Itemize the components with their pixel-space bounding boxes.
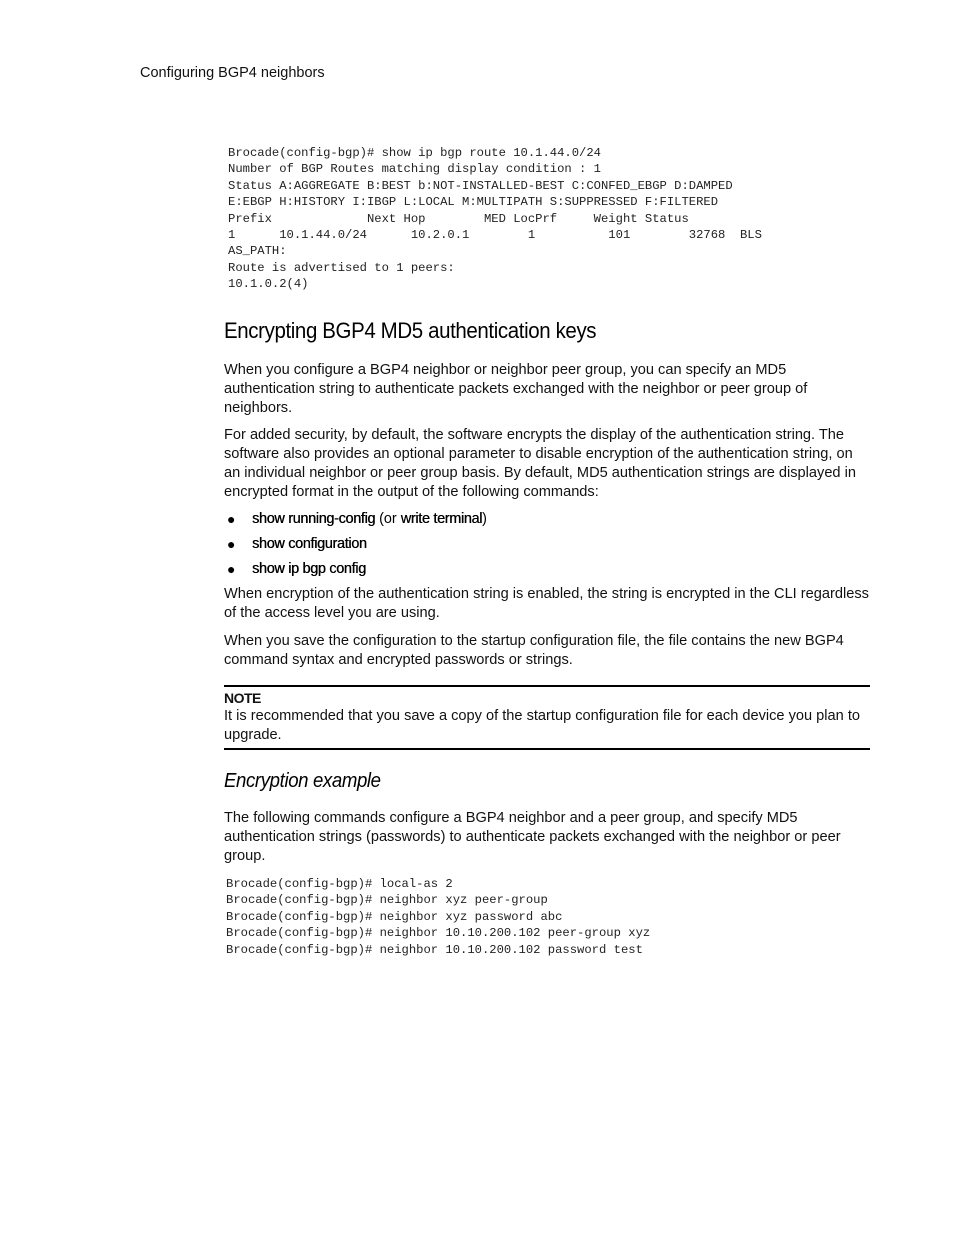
list-text: ) — [482, 511, 487, 527]
paragraph-example-intro: The following commands configure a BGP4 neighbor and a peer group, and specify MD5 authentication strings (passwords) to authenticate packets exchanged with the neighbor or peer group. — [224, 810, 841, 864]
running-header: Configuring BGP4 neighbors — [140, 65, 325, 81]
subsection-heading: Encryption example — [224, 770, 381, 792]
code-line: AS_PATH: — [228, 244, 287, 259]
code-line: Route is advertised to 1 peers: — [228, 260, 455, 275]
code-line: 10.1.0.2(4) — [228, 277, 309, 292]
code-line: 1 10.1.44.0/24 10.2.0.1 1 101 32768 BLS — [228, 228, 762, 243]
bullet-icon: ● — [227, 536, 236, 552]
list-item — [224, 560, 487, 585]
code-line: E:EBGP H:HISTORY I:IBGP L:LOCAL M:MULTIPATH S:SUPPRESSED F:FILTERED — [228, 195, 719, 210]
command-name: write terminal — [400, 511, 483, 527]
paragraph-save-config: When you save the configuration to the startup configuration file, the file contains the new BGP4 command syntax and encrypted passwords or strings. — [224, 633, 844, 668]
list-item — [224, 510, 487, 535]
note-text: It is recommended that you save a copy of the startup configuration file for each device you plan to upgrade. — [224, 708, 861, 743]
command-name: show running-config — [252, 511, 376, 527]
note-title: NOTE — [224, 690, 261, 706]
code-line: Number of BGP Routes matching display condition : 1 — [228, 162, 601, 177]
paragraph-md5-intro: When you configure a BGP4 neighbor or neighbor peer group, you can specify an MD5 authentication string to authenticate packets exchanged with the neighbor or peer group of neighbors. — [224, 362, 808, 416]
paragraph-encryption-enabled: When encryption of the authentication string is enabled, the string is encrypted in the CLI regardless of the access level you are using. — [224, 586, 869, 621]
list-item — [224, 535, 487, 560]
code-line: Status A:AGGREGATE B:BEST b:NOT-INSTALLED-BEST C:CONFED_EBGP D:DAMPED — [228, 178, 733, 193]
section-heading: Encrypting BGP4 MD5 authentication keys — [224, 318, 597, 343]
bullet-icon: ● — [227, 561, 236, 577]
list-text: (or — [375, 511, 401, 527]
code-block-encryption-example — [226, 876, 650, 958]
command-list — [224, 510, 487, 585]
command-name: show configuration — [252, 536, 367, 552]
code-line: Brocade(config-bgp)# neighbor xyz peer-group — [226, 893, 548, 908]
code-block-show-ip-bgp-route — [228, 145, 762, 293]
code-line: Brocade(config-bgp)# local-as 2 — [226, 877, 453, 891]
bullet-icon: ● — [227, 511, 236, 527]
code-line: Prefix Next Hop MED LocPrf Weight Status — [228, 211, 689, 226]
command-name: show ip bgp config — [252, 561, 366, 577]
note-box — [224, 685, 870, 750]
code-line: Brocade(config-bgp)# neighbor xyz password abc — [226, 909, 563, 924]
code-line: Brocade(config-bgp)# show ip bgp route 10.1.44.0/24 — [228, 146, 601, 160]
code-line: Brocade(config-bgp)# neighbor 10.10.200.102 password test — [226, 942, 643, 957]
code-line: Brocade(config-bgp)# neighbor 10.10.200.102 peer-group xyz — [226, 926, 651, 941]
paragraph-default-encryption: For added security, by default, the software encrypts the display of the authentication string. The software also provides an optional parameter to disable encryption of the authentication string, on an individual neighbor or peer group basis. By default, MD5 authentication strings are displayed in encrypted format in the output of the following commands: — [224, 427, 856, 500]
